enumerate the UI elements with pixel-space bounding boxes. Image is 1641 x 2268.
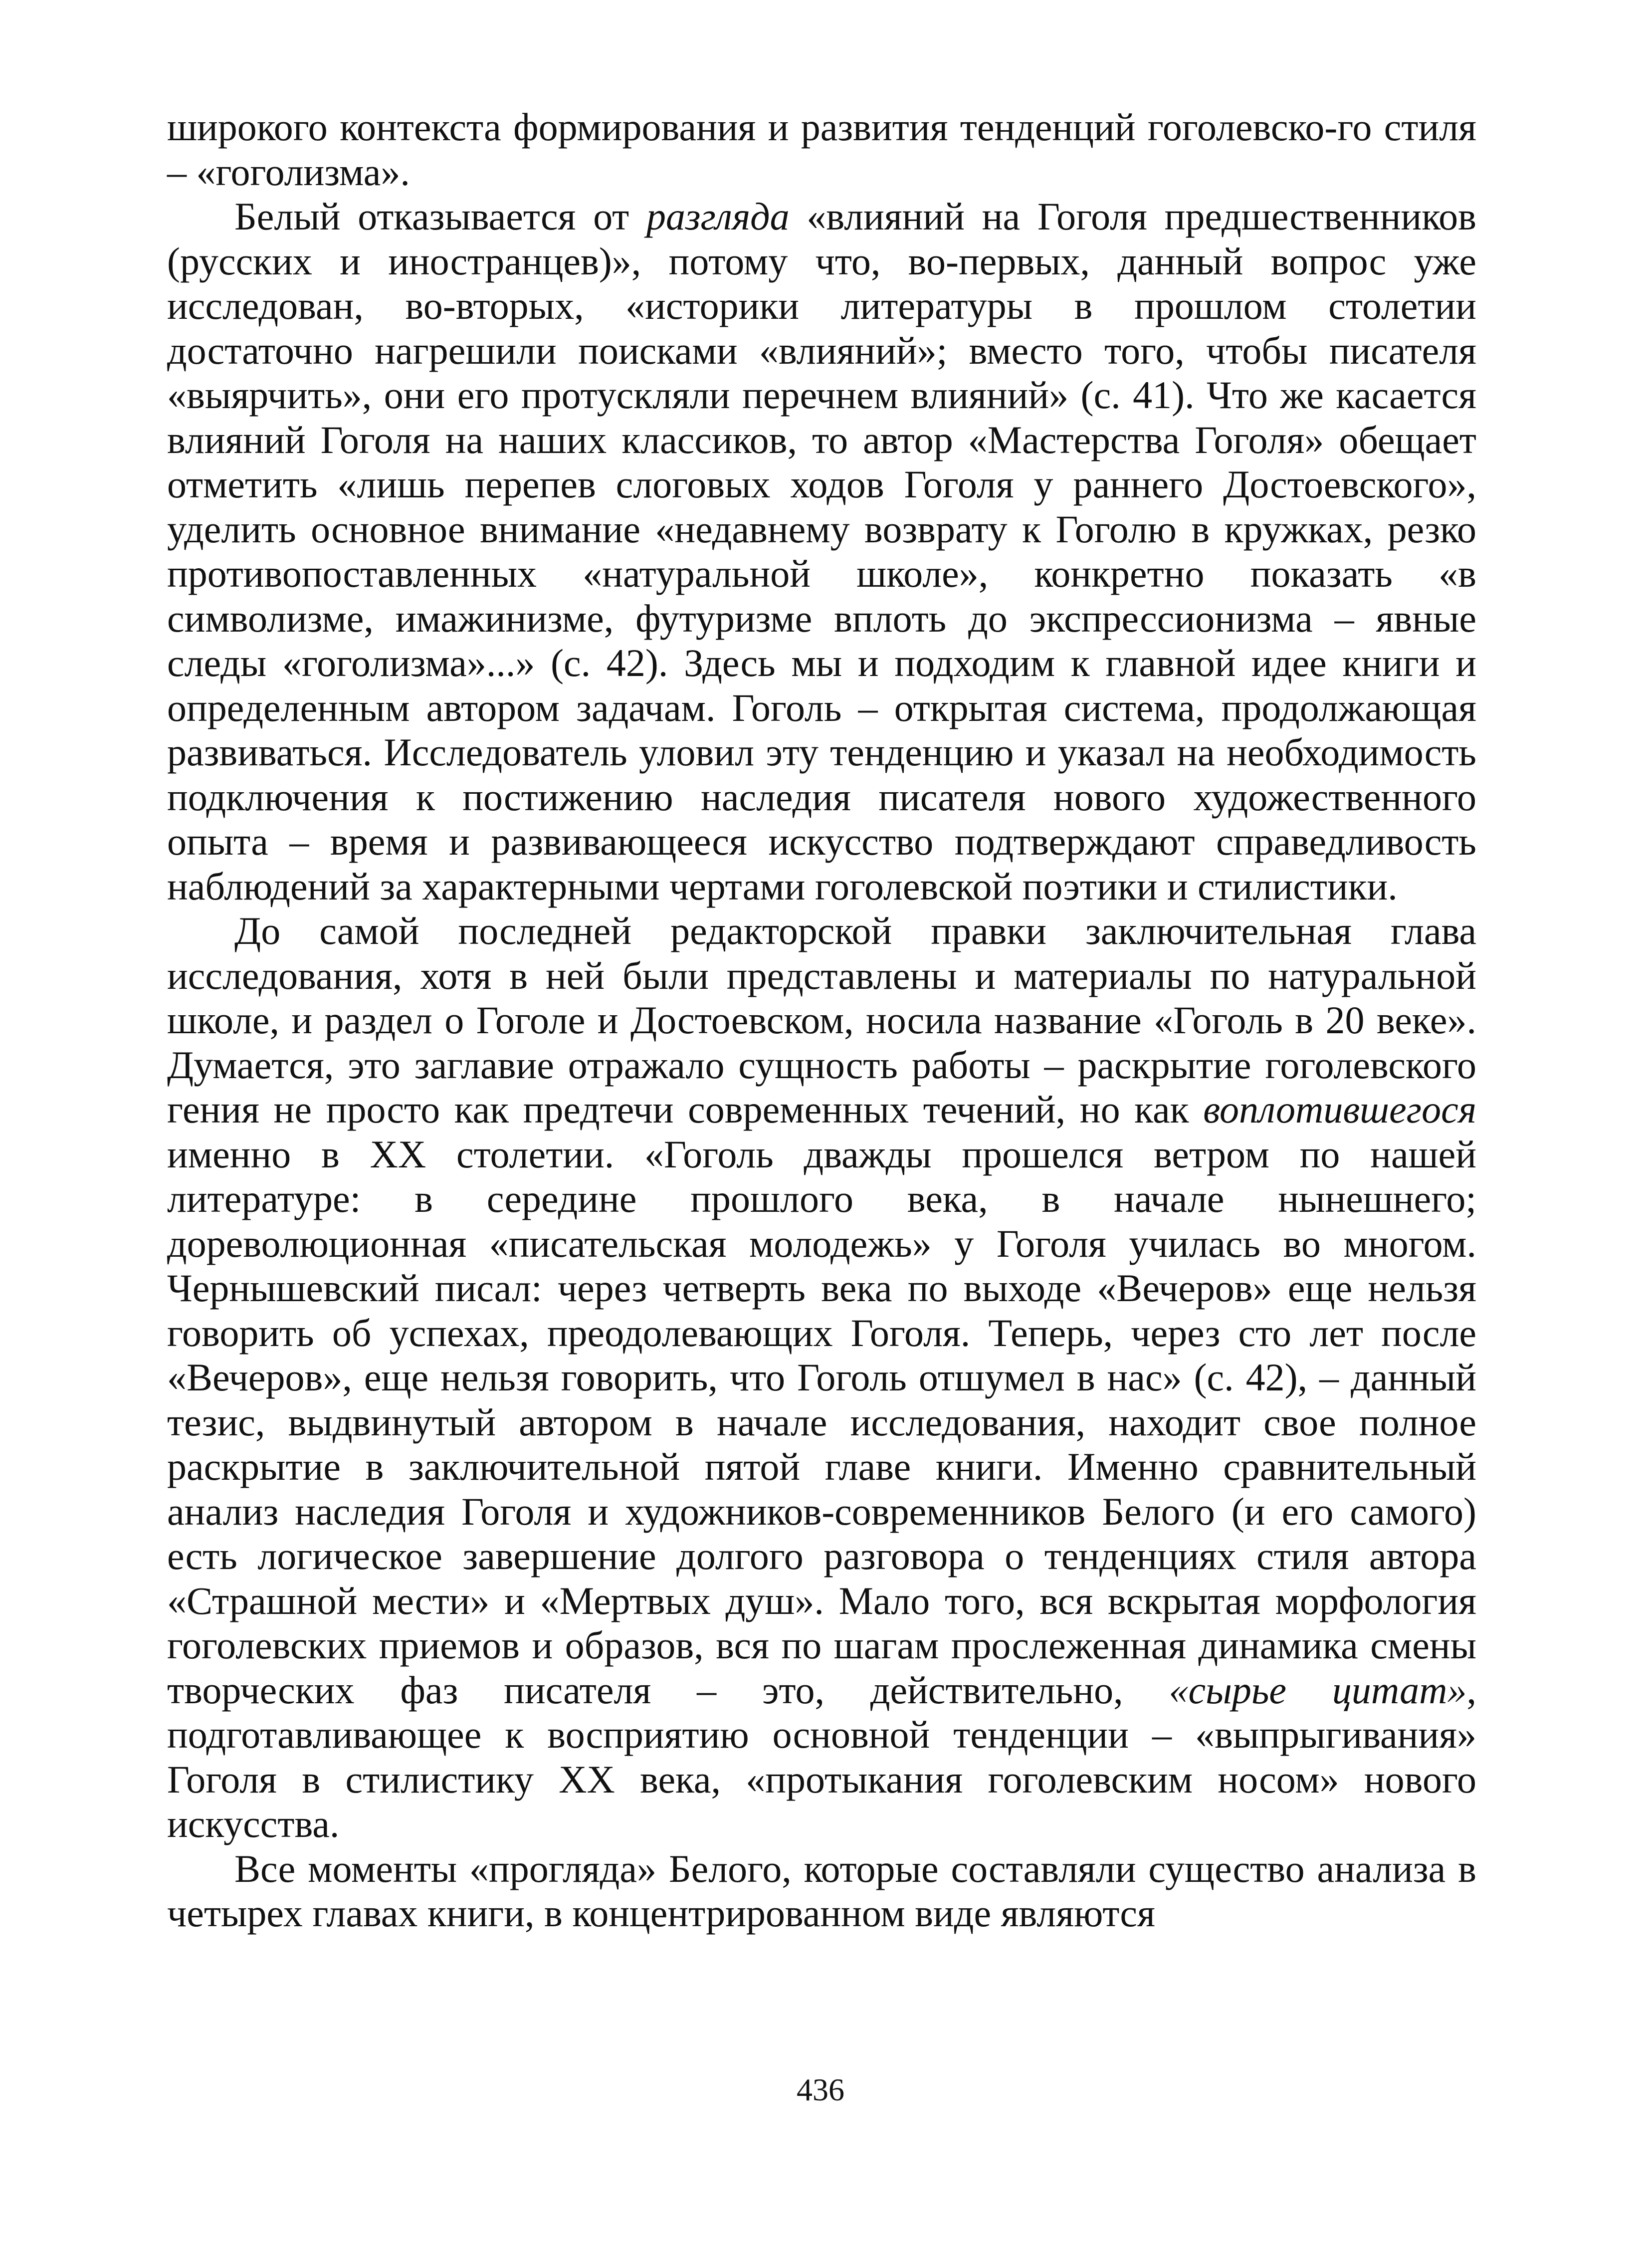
text-run: До самой последней редакторской правки заключительная глава исследования, хотя в ней были представлены и материалы по натуральной школе, и раздел о Гоголе и Достоевском, носила название «Гоголь в 20 веке». Думается, это заглавие отражало сущность работы – раскрытие гоголевского гения не просто как предтечи современных течений, но как xyxy=(167,909,1476,1131)
text-run: «влияний на Гоголя предшественников (русских и иностранцев)», потому что, во-первых, данный вопрос уже исследован, во-вторых, «историки литературы в прошлом столетии достаточно нагрешили поисками «влияний»; вместо того, чтобы писателя «выярчить», они его протускляли перечнем влияний» (с. 41). Что же касается влияний Гоголя на наших классиков, то автор «Мастерства Гоголя» обещает отметить «лишь перепев слоговых ходов Гоголя у раннего Достоевского», уделить основное внимание «недавнему возврату к Гоголю в кружках, резко противопоставленных «натуральной школе», конкретно показать «в символизме, имажинизме, футуризме вплоть до экспрессионизма – явные следы «гоголизма»...» (с. 42). Здесь мы и подходим к главной идее книги и определенным автором задачам. Гоголь – открытая система, продолжающая развиваться. Исследователь уловил эту тенденцию и указал на необходимость подключения к постижению наследия писателя нового художественного опыта – время и развивающееся искусство подтверждают справедливость наблюдений за характерными чертами гоголевской поэтики и стилистики. xyxy=(167,195,1477,908)
italic-run: воплотившегося xyxy=(1203,1088,1476,1131)
page-number: 436 xyxy=(797,2072,844,2107)
body-text xyxy=(167,105,1476,1936)
paragraph-3 xyxy=(167,908,1476,1846)
italic-run: «сырье цитат» xyxy=(1169,1668,1467,1712)
text-run: Белый отказывается от xyxy=(234,195,647,238)
text-run: именно в XX столетии. «Гоголь дважды прошелся ветром по нашей литературе: в середине прошлого века, в начале нынешнего; дореволюционная «писательская молодежь» у Гоголя училась во многом. Чернышевский писал: через четверть века по выходе «Вечеров» еще нельзя говорить об успехах, преодолевающих Гоголя. Теперь, через сто лет после «Вечеров», еще нельзя говорить, что Гоголь отшумел в нас» (с. 42), – данный тезис, выдвинутый автором в начале исследования, находит свое полное раскрытие в заключительной пятой главе книги. Именно сравнительный анализ наследия Гоголя и художников-современников Белого (и его самого) есть логическое завершение долгого разговора о тенденциях стиля автора «Страшной мести» и «Мертвых душ». Мало того, вся вскрытая морфология гоголевских приемов и образов, вся по шагам прослеженная динамика смены творческих фаз писателя – это, действительно, xyxy=(167,1132,1476,1712)
paragraph-4 xyxy=(167,1846,1476,1936)
text-run: Все моменты «прогляда» Белого, которые составляли существо анализа в четырех главах книги, в концентрированном виде являются xyxy=(167,1846,1476,1935)
text-run: , подготавливающее к восприятию основной тенденции – «выпрыгивания» Гоголя в стилистику XX века, «протыкания гоголевским носом» нового искусства. xyxy=(167,1668,1476,1845)
italic-run: разгляда xyxy=(646,195,790,238)
paragraph-1 xyxy=(167,105,1476,194)
paragraph-2 xyxy=(167,194,1476,908)
text-run: широкого контекста формирования и развития тенденций гоголевско-го стиля – «гоголизма». xyxy=(167,105,1476,194)
